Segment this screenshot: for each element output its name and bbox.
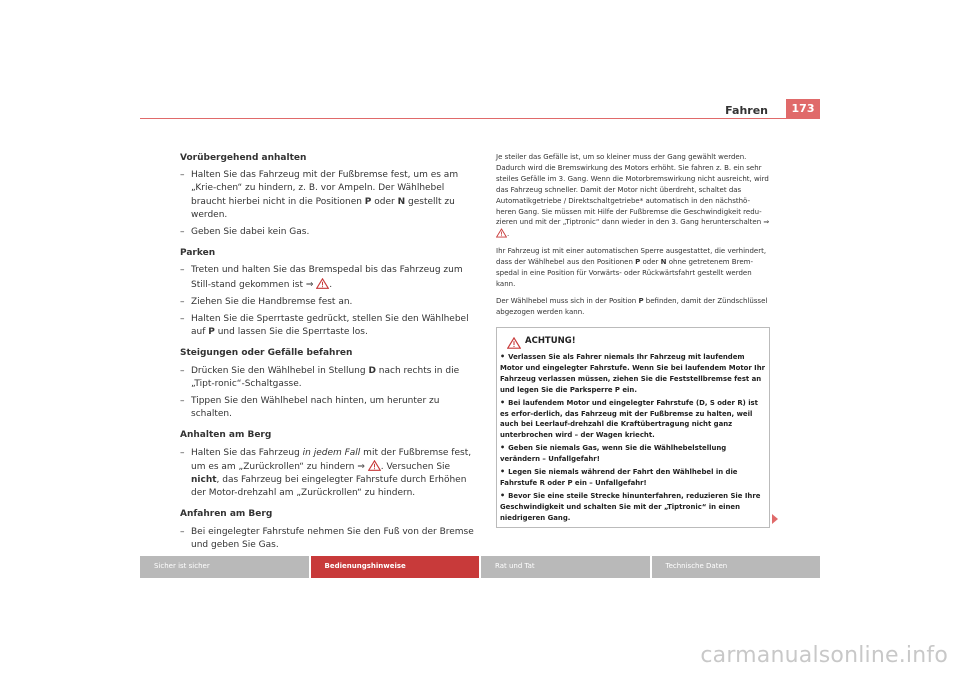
watermark: carmanualsonline.info: [700, 643, 948, 668]
section-heading-hill-start: Anfahren am Berg: [180, 509, 273, 520]
tab-technische-daten[interactable]: Technische Daten: [652, 556, 821, 578]
tab-rat-und-tat[interactable]: Rat und Tat: [481, 556, 650, 578]
section-heading-hill-stop: Anhalten am Berg: [180, 430, 272, 441]
paragraph: Ihr Fahrzeug ist mit einer automatischen Sperre ausgestattet, die verhindert, dass der Wählhebel aus den Positionen P oder N ohne getretenem Brem-spedal in eine Position für Vorwärts- oder Rückwärtsfahrt gestellt werden kann.: [496, 247, 767, 288]
list-item: – Halten Sie die Sperrtaste gedrückt, stellen Sie den Wählhebel auf P und lassen Sie die Sperrtaste los.: [180, 314, 469, 338]
left-column: [180, 152, 476, 552]
warning-title: ACHTUNG!: [525, 336, 576, 346]
section-heading-stopping: Vorübergehend anhalten: [180, 153, 307, 163]
warning-triangle-icon: [507, 334, 521, 353]
warning-list: [497, 350, 769, 524]
tab-bedienungshinweise[interactable]: Bedienungshinweise: [311, 556, 480, 578]
warning-item: • Geben Sie niemals Gas, wenn Sie die Wählhebelstellung verändern – Unfallgefahr!: [500, 443, 727, 464]
page-title: Fahren: [725, 104, 768, 117]
warning-item: • Bevor Sie eine steile Strecke hinunterfahren, reduzieren Sie Ihre Geschwindigkeit und schalten Sie mit der „Tiptronic“ in einen niedrigeren Gang.: [500, 490, 761, 522]
list-item: – Ziehen Sie die Handbremse fest an.: [180, 296, 353, 307]
right-column: [496, 152, 770, 324]
list-item: – Halten Sie das Fahrzeug in jedem Fall mit der Fußbremse fest, um es am „Zurückrollen“ zu hindern ⇒ . Versuchen Sie nicht, das Fahrzeug bei eingelegter Fahrstufe durch Erhöhen der Motor-drehzahl am „Zurückrollen“ zu hindern.: [180, 447, 472, 499]
paragraph: Je steiler das Gefälle ist, um so kleiner muss der Gang gewählt werden. Dadurch wird die Bremswirkung des Motors erhöht. Sie fahren z. B. ein sehr steiles Gefälle im 3. Gang. Wenn die Motorbremswirkung nicht ausreicht, wird das Fahrzeug schneller. Damit der Motor nicht überdreht, schaltet das Automatikgetriebe / Direktschaltgetriebe* automatisch in den nächsthö-heren Gang. Sie müssen mit Hilfe der Fußbremse die Geschwindigkeit redu-zieren und mit der „Tiptronic“ dann wieder in den 3. Gang herunterschalten ⇒ .: [496, 153, 770, 239]
warning-item: • Bei laufendem Motor und eingelegter Fahrstufe (D, S oder R) ist es erfor-derlich, das Fahrzeug mit der Fußbremse zu halten, weil auch bei Leerlauf-drehzahl die Kraftübertragung nicht ganz unterbrochen wird – der Wagen kriecht.: [500, 397, 758, 440]
warning-item: • Verlassen Sie als Fahrer niemals Ihr Fahrzeug mit laufendem Motor und eingelegter Fahrstufe. Wenn Sie bei laufendem Motor Ihr Fahrzeug verlassen müssen, ziehen Sie die Feststellbremse fest an und legen Sie die Parksperre P ein.: [500, 352, 766, 394]
warning-item: • Legen Sie niemals während der Fahrt den Wählhebel in die Fahrstufe R oder P ein – Unfallgefahr!: [500, 467, 738, 487]
warning-box-header: [497, 328, 769, 350]
list-item: – Drücken Sie den Wählhebel in Stellung D nach rechts in die „Tipt-ronic“-Schaltgasse.: [180, 365, 460, 389]
list-item: – Treten und halten Sie das Bremspedal bis das Fahrzeug zum Still-stand gekommen ist ⇒ .: [180, 265, 463, 290]
next-page-arrow-icon[interactable]: [772, 514, 778, 524]
warning-triangle-icon: [496, 228, 507, 238]
footer-nav: [140, 556, 820, 578]
warning-triangle-icon: [316, 278, 329, 289]
paragraph: Der Wählhebel muss sich in der Position P befinden, damit der Zündschlüssel abgezogen werden kann.: [496, 296, 768, 316]
warning-box: [496, 327, 770, 528]
tab-sicher-ist-sicher[interactable]: Sicher ist sicher: [140, 556, 309, 578]
list-item: – Halten Sie das Fahrzeug mit der Fußbremse fest, um es am „Krie-chen“ zu hindern, z. B. vor Ampeln. Der Wählhebel braucht hierbei nicht in die Positionen P oder N gestellt zu werden.: [180, 170, 459, 220]
header-divider: [140, 118, 820, 119]
page-number: 173: [786, 99, 820, 119]
section-heading-parking: Parken: [180, 248, 216, 259]
list-item: – Geben Sie dabei kein Gas.: [180, 227, 310, 238]
list-item: – Bei eingelegter Fahrstufe nehmen Sie den Fuß von der Bremse und geben Sie Gas.: [180, 526, 474, 550]
list-item: – Tippen Sie den Wählhebel nach hinten, um herunter zu schalten.: [180, 396, 440, 420]
section-heading-slopes: Steigungen oder Gefälle befahren: [180, 348, 353, 359]
warning-triangle-icon: [368, 460, 381, 471]
